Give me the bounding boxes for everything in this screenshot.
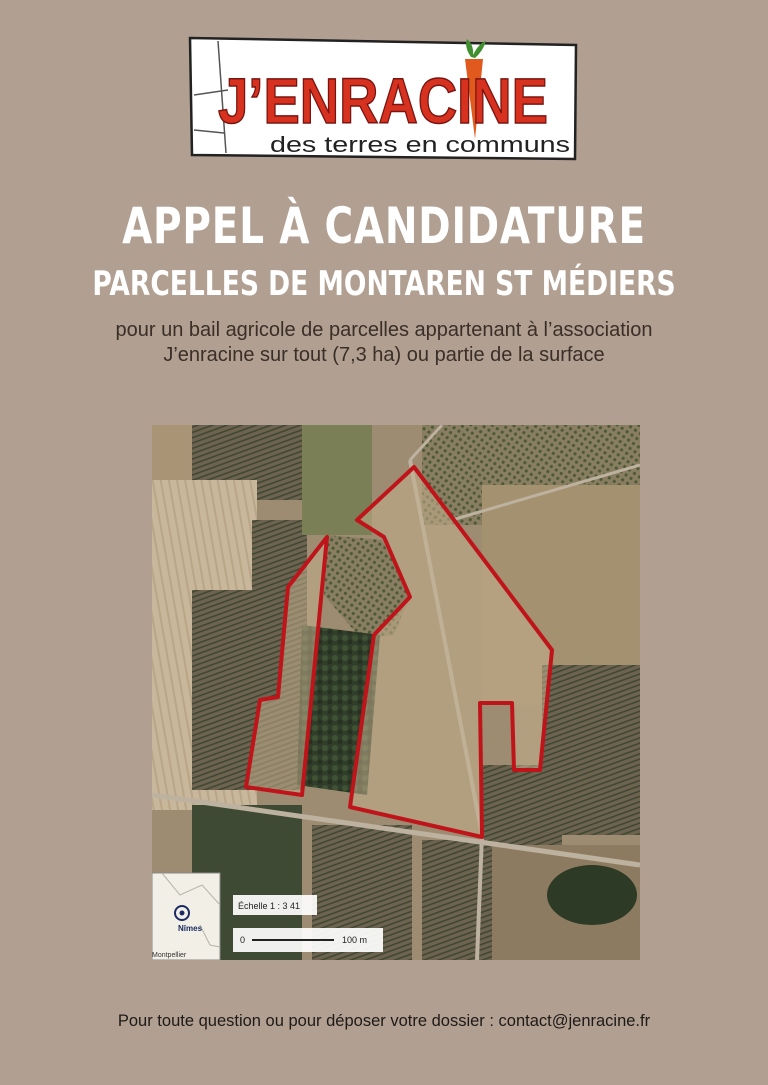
- inset-map: [152, 873, 220, 960]
- contact-footer: Pour toute question ou pour déposer votre dossier : contact@jenracine.fr: [117, 1012, 651, 1030]
- logo-name: J’ENRACINE: [218, 65, 548, 137]
- page-title: APPEL À CANDIDATURE: [122, 197, 646, 255]
- page-subtitle: PARCELLES DE MONTAREN ST MÉDIERS: [92, 264, 676, 304]
- scale-distance: 100 m: [342, 935, 368, 945]
- logo-tagline: des terres en communs: [270, 132, 570, 157]
- svg-text:Nîmes: Nîmes: [178, 924, 203, 933]
- parcel-map: [152, 425, 640, 960]
- scale-label: Échelle 1 : 3 41: [238, 901, 301, 911]
- jenracine-logo: [188, 35, 578, 161]
- description: pour un bail agricole de parcelles appartenant à l’association J’enracine sur tout (7,3 ha) ou partie de la surface: [115, 319, 653, 366]
- svg-text:Montpellier: Montpellier: [152, 952, 187, 959]
- scale-zero: 0: [240, 935, 246, 945]
